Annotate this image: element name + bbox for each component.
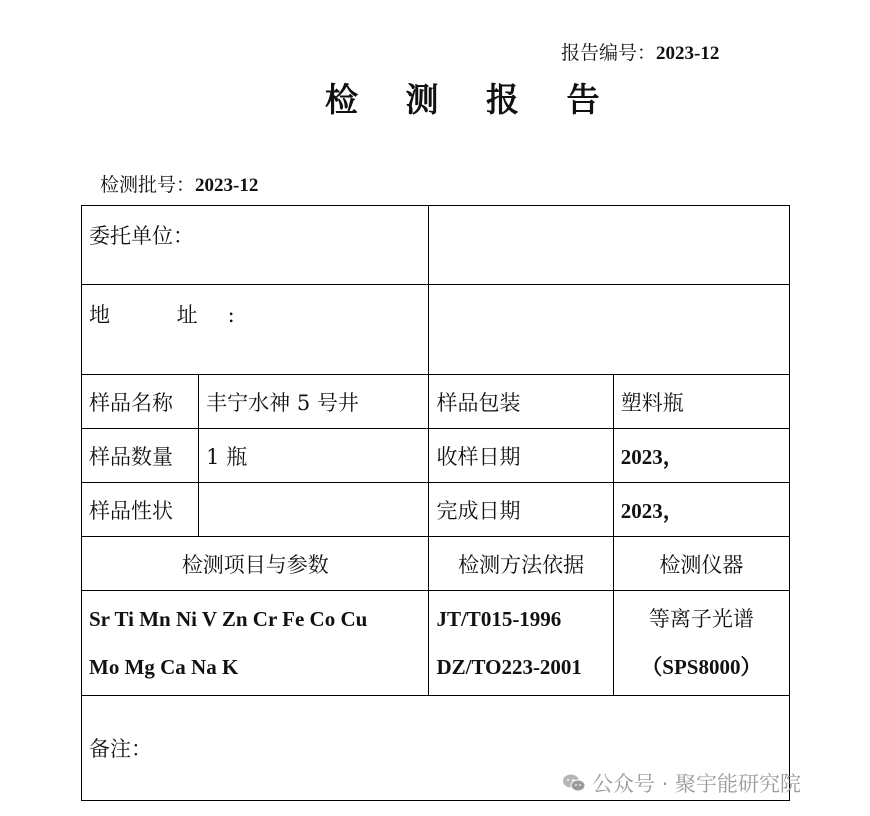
batch-number-label: 检测批号： (100, 174, 196, 196)
quantity-value: 1 瓶 (199, 429, 429, 483)
instrument-cell (613, 591, 789, 696)
instrument-line-1: 等离子光谱 (648, 607, 754, 631)
items-line-2: Mo Mg Ca Na K (89, 655, 239, 679)
watermark-text: 公众号 · 聚宇能研究院 (592, 772, 802, 796)
batch-number-value: 2023-12 (195, 175, 259, 196)
receive-date-label: 收样日期 (429, 429, 613, 483)
state-value (199, 483, 429, 537)
method-line-2: DZ/TO223-2001 (436, 655, 582, 679)
page-title: 检 测 报 告 (325, 80, 618, 119)
complete-date-label: 完成日期 (429, 483, 613, 537)
address-value (429, 285, 790, 375)
report-number (561, 38, 719, 65)
remarks-label: 备注： (82, 696, 790, 801)
watermark (562, 768, 801, 798)
method-header: 检测方法依据 (429, 537, 613, 591)
row-client (82, 206, 790, 285)
items-cell (82, 591, 429, 696)
receive-date-value: 2023， (613, 429, 789, 483)
state-label: 样品性状 (82, 483, 199, 537)
report-table (81, 205, 790, 801)
address-label: 地 址: (82, 285, 429, 375)
sample-name-value: 丰宁水神 5 号井 (199, 375, 429, 429)
batch-number (100, 170, 258, 197)
complete-date-value: 2023， (613, 483, 789, 537)
report-number-label: 报告编号： (561, 42, 657, 64)
items-header: 检测项目与参数 (82, 537, 429, 591)
row-state (82, 483, 790, 537)
row-address (82, 285, 790, 375)
items-line-1: Sr Ti Mn Ni V Zn Cr Fe Co Cu (89, 607, 368, 631)
client-value (429, 206, 790, 285)
client-label: 委托单位： (82, 206, 429, 285)
method-cell (429, 591, 613, 696)
row-quantity (82, 429, 790, 483)
row-details (82, 591, 790, 696)
packaging-label: 样品包装 (429, 375, 613, 429)
wechat-icon (562, 773, 586, 793)
packaging-value: 塑料瓶 (613, 375, 789, 429)
instrument-line-2: （SPS8000） (641, 655, 762, 679)
sample-name-label: 样品名称 (82, 375, 199, 429)
quantity-label: 样品数量 (82, 429, 199, 483)
row-headers (82, 537, 790, 591)
instrument-header: 检测仪器 (613, 537, 789, 591)
report-number-value: 2023-12 (656, 43, 720, 64)
method-line-1: JT/T015-1996 (436, 607, 562, 631)
row-sample-name (82, 375, 790, 429)
